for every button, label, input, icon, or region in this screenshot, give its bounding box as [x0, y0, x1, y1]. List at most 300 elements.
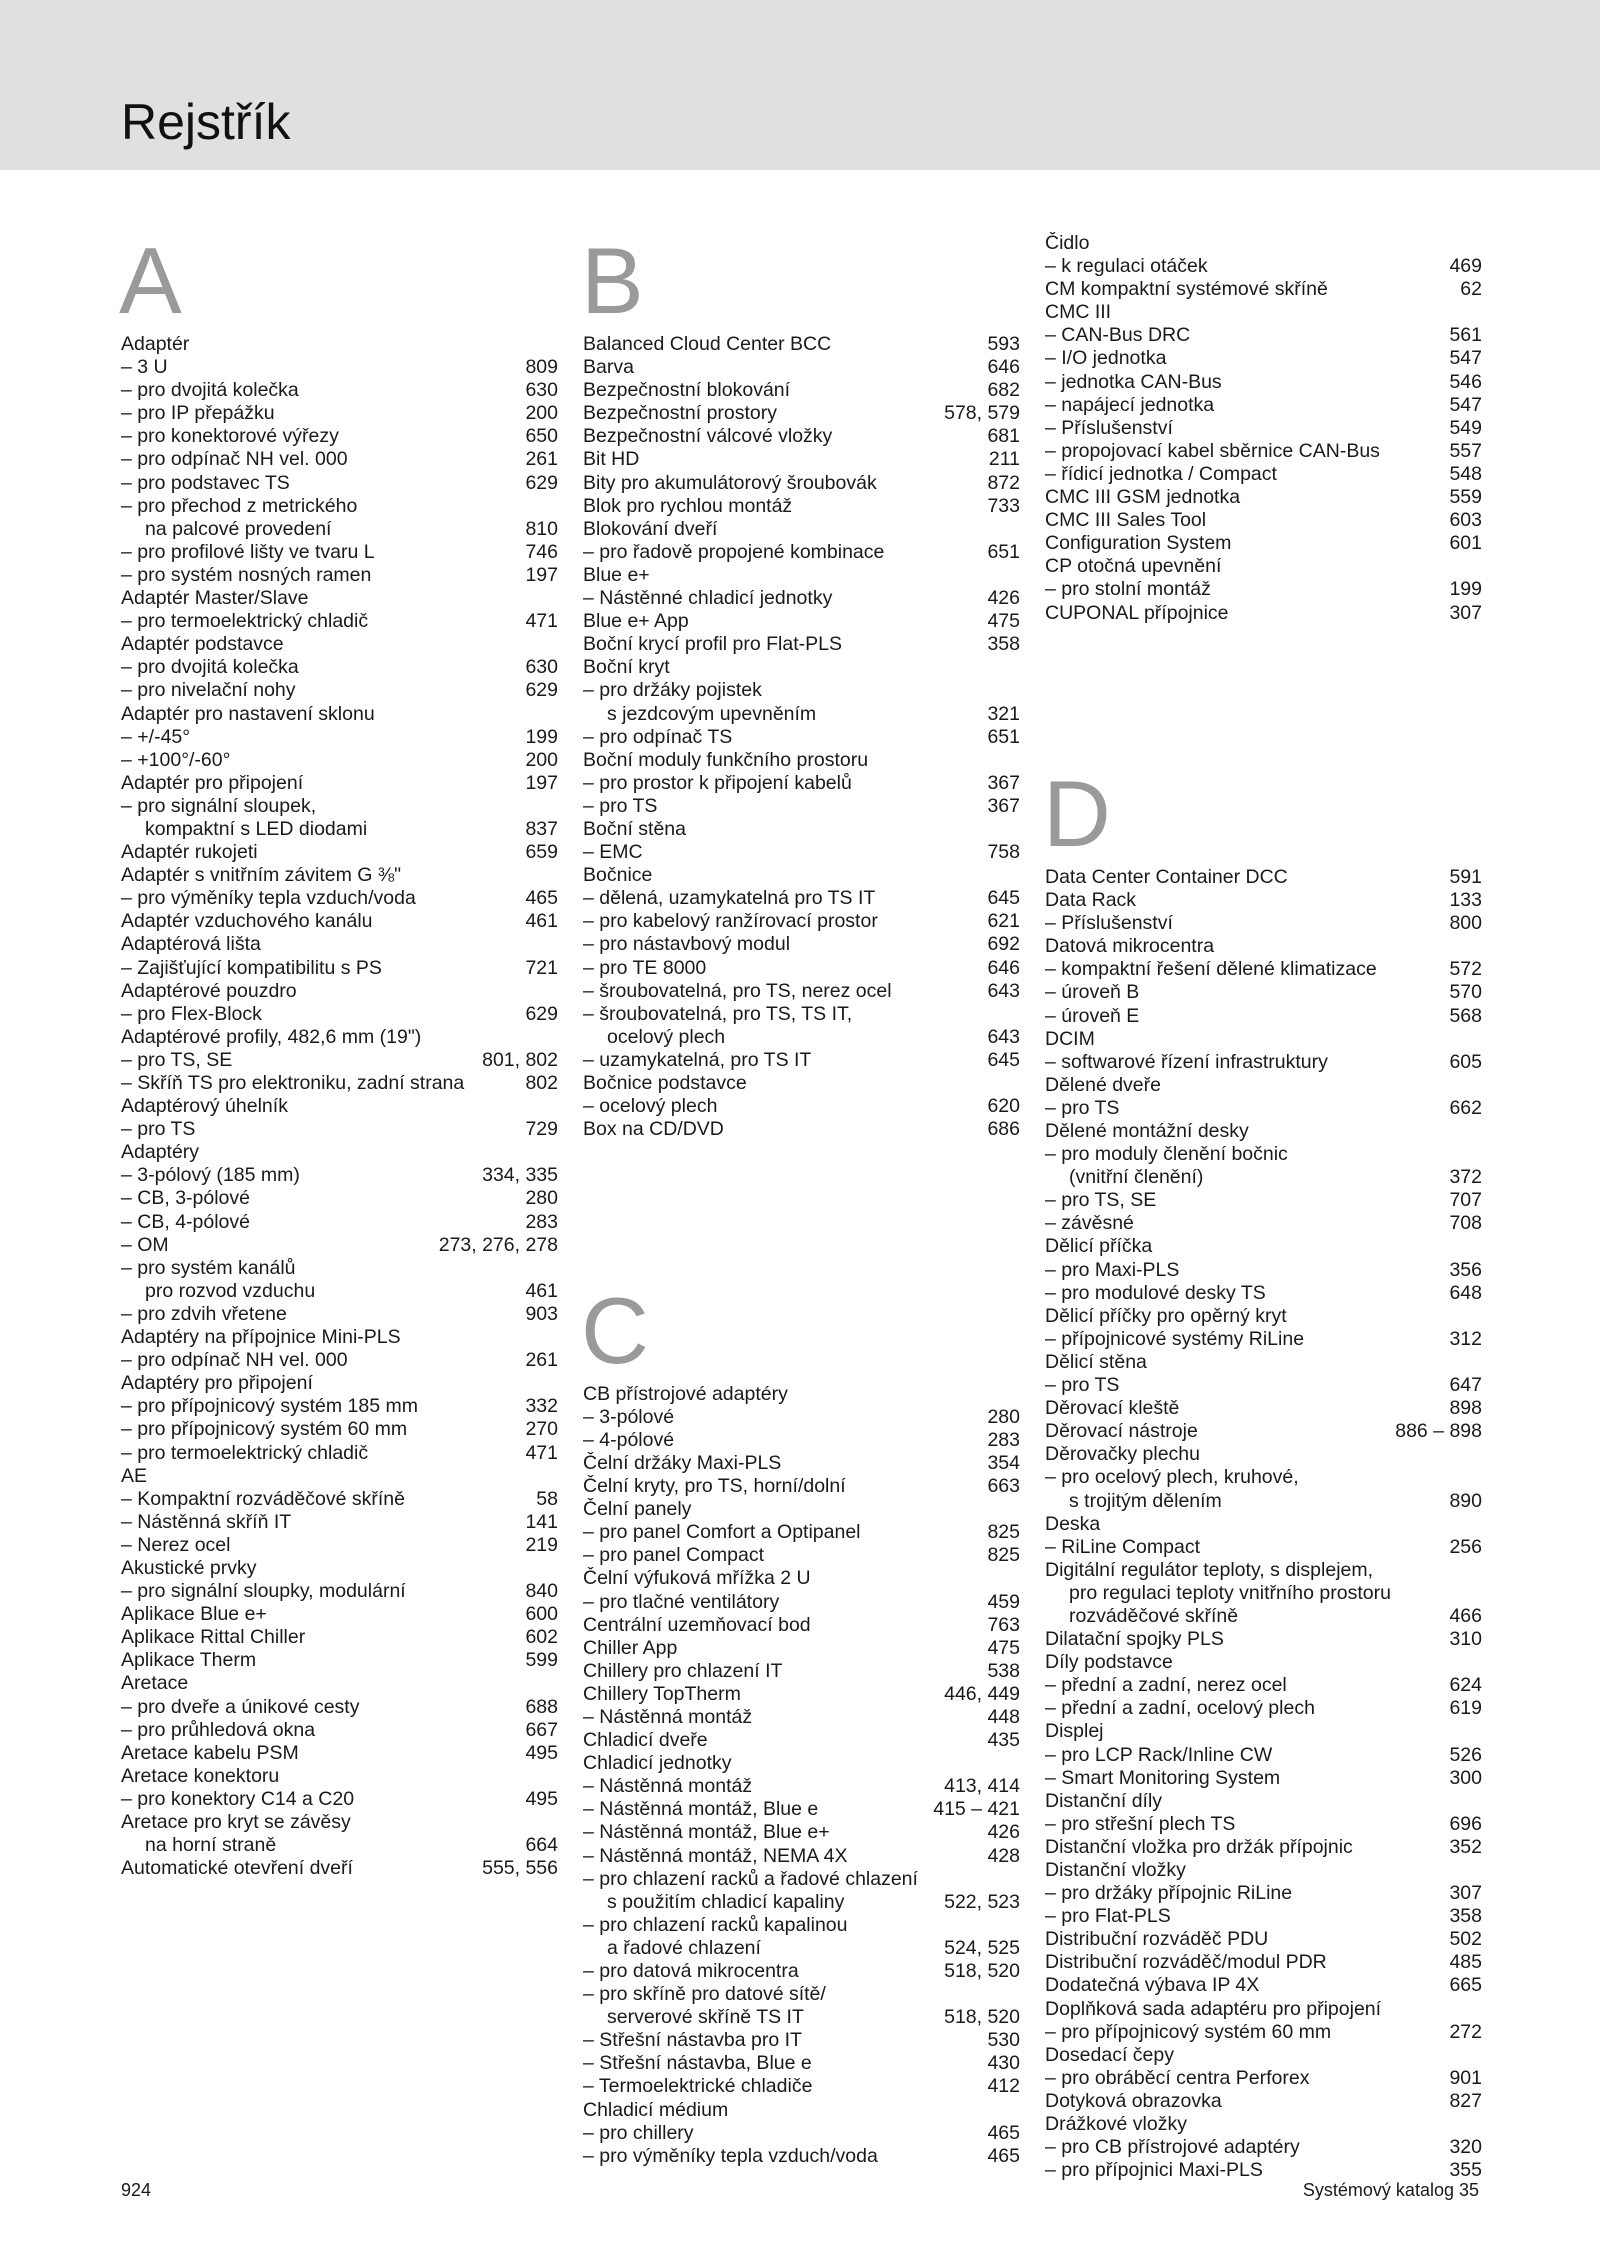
entry-pages: 549: [1449, 416, 1482, 439]
entry-pages: [1012, 1498, 1020, 1521]
entry-label: – uzamykatelná, pro TS IT: [583, 1049, 979, 1072]
entry-pages: 200: [525, 748, 558, 771]
entry-label: – Smart Monitoring System: [1045, 1767, 1441, 1790]
entry-label: Dělené montážní desky: [1045, 1120, 1249, 1142]
entry-label: – pro panel Compact: [583, 1544, 979, 1567]
entry-pages: 199: [1449, 578, 1482, 601]
entry-pages: 354: [987, 1451, 1020, 1474]
entry-label: Adaptér vzduchového kanálu: [121, 910, 373, 933]
index-entry: [583, 333, 1020, 356]
entry-label: Adaptér s vnitřním závitem G ⅜": [121, 864, 402, 887]
entry-pages: 557: [1449, 439, 1482, 462]
entry-label: – pro moduly členění bočnic: [1045, 1143, 1474, 1166]
entry-label: Doplňková sada adaptéru pro připojení: [1045, 1997, 1382, 2020]
index-entry: [583, 1521, 1020, 1544]
entry-label: na palcové provedení: [145, 517, 332, 540]
index-entry: [1045, 1259, 1482, 1282]
index-entry: [121, 726, 558, 749]
entry-label: s jezdcovým upevněním: [607, 702, 817, 725]
entry-label: – pro řadově propojené kombinace: [583, 541, 979, 564]
entry-pages: 321: [987, 702, 1020, 725]
entry-label: – pro TE 8000: [583, 957, 979, 980]
index-entry: [583, 2099, 1020, 2122]
entry-pages: 471: [525, 1441, 558, 1464]
entry-pages: [550, 333, 558, 356]
entry-label: Data Rack: [1045, 889, 1137, 912]
entry-pages: 356: [1449, 1258, 1482, 1281]
entry-label: Distanční díly: [1045, 1789, 1163, 1812]
entry-label: na horní straně: [145, 1834, 277, 1857]
entry-pages: 58: [536, 1487, 558, 1510]
entry-label: – pro nivelační nohy: [121, 679, 517, 702]
entry-pages: 800: [1449, 912, 1482, 935]
entry-label: – pro přípojnici Maxi-PLS: [1045, 2159, 1441, 2182]
entry-pages: 459: [987, 1590, 1020, 1613]
entry-label: Dosedací čepy: [1045, 2043, 1174, 2066]
entry-label: Děrovačky plechu: [1045, 1443, 1200, 1466]
entry-label: Chiller App: [583, 1636, 678, 1659]
index-entry: [1045, 1051, 1482, 1074]
index-entry: [1045, 1628, 1482, 1651]
index-entry: [1045, 578, 1482, 601]
entry-label: – pro signální sloupek,: [121, 795, 550, 818]
entry-pages: [1474, 1235, 1482, 1258]
index-entry: [1045, 935, 1482, 958]
entry-pages: 645: [987, 887, 1020, 910]
entry-pages: 211: [988, 448, 1020, 471]
index-entry: [583, 887, 1020, 910]
entry-pages: [550, 1326, 558, 1349]
entry-pages: 485: [1449, 1951, 1482, 1974]
entry-pages: 667: [525, 1718, 558, 1741]
entry-pages: 810: [525, 517, 558, 540]
entry-pages: 448: [987, 1705, 1020, 1728]
entry-label: Chillery pro chlazení IT: [583, 1659, 783, 1682]
index-entry: [121, 1049, 558, 1072]
entry-pages: [550, 703, 558, 726]
entry-pages: 465: [525, 887, 558, 910]
index-entry: [583, 656, 1020, 679]
index-entry: [121, 1719, 558, 1742]
index-entry: [583, 610, 1020, 633]
index-entry: [1045, 958, 1482, 981]
entry-label: Čelní panely: [583, 1498, 692, 1521]
entry-label: – pro obráběcí centra Perforex: [1045, 2067, 1441, 2090]
index-entry: [583, 1637, 1020, 1660]
entry-pages: 522, 523: [944, 1890, 1020, 1913]
index-entry: [583, 1383, 1020, 1406]
index-entry: [121, 1280, 558, 1303]
entry-label: Chillery TopTherm: [583, 1682, 741, 1705]
index-entry: [121, 518, 558, 541]
entry-pages: 530: [987, 2029, 1020, 2052]
index-entry: [1045, 1767, 1482, 1790]
entry-pages: [1474, 1559, 1482, 1582]
entry-label: – pro profilové lišty ve tvaru L: [121, 541, 517, 564]
entry-pages: [550, 1672, 558, 1695]
entry-label: – pro TS: [121, 1118, 517, 1141]
index-entry: [121, 1834, 558, 1857]
entry-label: CMC III: [1045, 301, 1112, 324]
index-entry: [583, 957, 1020, 980]
index-entry: [583, 2052, 1020, 2075]
entry-pages: 312: [1449, 1327, 1482, 1350]
index-entry: [121, 1072, 558, 1095]
entry-label: – přední a zadní, nerez ocel: [1045, 1674, 1441, 1697]
index-entry: [1045, 1143, 1482, 1166]
entry-pages: [550, 633, 558, 656]
entry-label: – dělená, uzamykatelná pro TS IT: [583, 887, 979, 910]
index-entry: [121, 910, 558, 933]
entry-pages: 763: [987, 1613, 1020, 1636]
entry-label: – Střešní nástavba pro IT: [583, 2029, 979, 2052]
entry-label: Aretace: [121, 1672, 189, 1695]
entry-pages: 372: [1449, 1166, 1482, 1189]
index-entry: [583, 379, 1020, 402]
entry-pages: [1012, 1983, 1020, 2006]
entry-label: Dilatační spojky PLS: [1045, 1628, 1224, 1651]
entry-pages: 647: [1449, 1374, 1482, 1397]
entry-label: Adaptér Master/Slave: [121, 587, 309, 610]
index-entry: [1045, 232, 1482, 255]
entry-pages: 133: [1449, 889, 1482, 912]
index-entry: [1045, 255, 1482, 278]
index-entry: [583, 1729, 1020, 1752]
entry-label: – pro IP přepážku: [121, 402, 517, 425]
entry-label: – Nástěnná montáž, NEMA 4X: [583, 1845, 979, 1868]
entry-pages: 413, 414: [944, 1775, 1020, 1798]
entry-label: – 3 U: [121, 356, 517, 379]
entry-pages: 629: [525, 1002, 558, 1025]
entry-label: – přední a zadní, ocelový plech: [1045, 1697, 1441, 1720]
entry-pages: [550, 1765, 558, 1788]
entry-pages: 629: [525, 679, 558, 702]
entry-label: Aretace pro kryt se závěsy: [121, 1811, 351, 1833]
entry-pages: [550, 1257, 558, 1280]
entry-pages: [550, 1095, 558, 1118]
index-entry: [1045, 889, 1482, 912]
entry-pages: 648: [1449, 1281, 1482, 1304]
index-entry: [1045, 2090, 1482, 2113]
entry-label: – Zajišťující kompatibilitu s PS: [121, 957, 517, 980]
entry-label: Aplikace Rittal Chiller: [121, 1626, 306, 1649]
index-entry: [583, 703, 1020, 726]
entry-label: – propojovací kabel sběrnice CAN-Bus: [1045, 440, 1441, 463]
spacer: [583, 1211, 1020, 1234]
entry-pages: 886 – 898: [1395, 1420, 1482, 1443]
entry-pages: 665: [1449, 1974, 1482, 1997]
entry-pages: 758: [987, 841, 1020, 864]
index-entry: [1045, 1166, 1482, 1189]
index-entry: [583, 1937, 1020, 1960]
entry-label: s použitím chladicí kapaliny: [607, 1890, 845, 1913]
entry-label: – pro CB přístrojové adaptéry: [1045, 2136, 1441, 2159]
index-entry: [1045, 1328, 1482, 1351]
entry-label: – pro odpínač NH vel. 000: [121, 1349, 517, 1372]
entry-label: Automatické otevření dveří: [121, 1857, 353, 1880]
index-entry: [121, 1395, 558, 1418]
entry-label: – pro dvojitá kolečka: [121, 656, 517, 679]
entry-pages: [1474, 1790, 1482, 1813]
entry-pages: [1474, 1582, 1482, 1605]
entry-pages: [1474, 1028, 1482, 1051]
entry-pages: [550, 495, 558, 518]
entry-pages: 646: [987, 356, 1020, 379]
entry-label: Dodatečná výbava IP 4X: [1045, 1974, 1260, 1997]
entry-label: – +/-45°: [121, 726, 517, 749]
entry-pages: [550, 1372, 558, 1395]
entry-label: Blok pro rychlou montáž: [583, 494, 793, 517]
index-entry: [121, 957, 558, 980]
index-entry: [121, 1187, 558, 1210]
entry-pages: 827: [1449, 2089, 1482, 2112]
entry-label: Čelní kryty, pro TS, horní/dolní: [583, 1475, 846, 1498]
entry-pages: [1012, 1003, 1020, 1026]
entry-pages: [1474, 1651, 1482, 1674]
entry-pages: [550, 864, 558, 887]
entry-label: – pro výměníky tepla vzduch/voda: [583, 2145, 979, 2168]
index-entry: [1045, 1028, 1482, 1051]
index-entry: [1045, 417, 1482, 440]
index-entry: [583, 841, 1020, 864]
entry-pages: 686: [987, 1118, 1020, 1141]
entry-pages: 630: [525, 656, 558, 679]
entry-label: – jednotka CAN-Bus: [1045, 371, 1441, 394]
index-entry: [583, 1095, 1020, 1118]
entry-label: – napájecí jednotka: [1045, 394, 1441, 417]
entry-label: Akustické prvky: [121, 1556, 257, 1579]
entry-label: CUPONAL přípojnice: [1045, 601, 1229, 624]
entry-label: Chladicí dveře: [583, 1729, 708, 1752]
entry-pages: [550, 1141, 558, 1164]
entry-pages: 461: [525, 1279, 558, 1302]
entry-label: – pro chillery: [583, 2122, 979, 2145]
entry-pages: 461: [525, 910, 558, 933]
index-entry: [1045, 555, 1482, 578]
entry-pages: 518, 520: [944, 2006, 1020, 2029]
index-entry: [1045, 1905, 1482, 1928]
index-entry: [583, 448, 1020, 471]
entry-label: Aplikace Therm: [121, 1649, 257, 1672]
entry-label: Adaptéry: [121, 1141, 200, 1164]
entry-label: CMC III GSM jednotka: [1045, 486, 1241, 509]
index-entry: [121, 333, 558, 356]
index-entry: [1045, 1466, 1482, 1489]
entry-label: Děrovací nástroje: [1045, 1420, 1198, 1443]
index-entry: [121, 1742, 558, 1765]
index-entry: [121, 1257, 558, 1280]
index-entry: [1045, 1951, 1482, 1974]
entry-label: – pro LCP Rack/Inline CW: [1045, 1744, 1441, 1767]
index-entry: [121, 495, 558, 518]
index-entry: [1045, 912, 1482, 935]
entry-label: – pro odpínač NH vel. 000: [121, 448, 517, 471]
entry-label: – Nástěnná montáž: [583, 1775, 936, 1798]
index-entry: [583, 1868, 1020, 1891]
index-entry: [583, 1406, 1020, 1429]
entry-label: Dělicí příčka: [1045, 1235, 1153, 1258]
entry-label: Boční kryt: [583, 656, 670, 679]
entry-pages: 526: [1449, 1743, 1482, 1766]
entry-pages: 643: [987, 979, 1020, 1002]
entry-pages: [1474, 935, 1482, 958]
entry-label: – pro Flex-Block: [121, 1003, 517, 1026]
index-entry: [583, 2122, 1020, 2145]
index-entry: [583, 1706, 1020, 1729]
entry-label: – pro výměníky tepla vzduch/voda: [121, 887, 517, 910]
entry-label: – pro prostor k připojení kabelů: [583, 772, 979, 795]
entry-pages: [1012, 1914, 1020, 1937]
entry-pages: [550, 933, 558, 956]
index-entry: [121, 564, 558, 587]
entry-label: – pro přípojnicový systém 185 mm: [121, 1395, 517, 1418]
entry-label: – pro modulové desky TS: [1045, 1282, 1441, 1305]
index-entry: [1045, 866, 1482, 889]
entry-pages: 538: [987, 1659, 1020, 1682]
index-entry: [1045, 1998, 1482, 2021]
entry-pages: 651: [987, 725, 1020, 748]
entry-pages: 688: [525, 1695, 558, 1718]
entry-pages: [1474, 1513, 1482, 1536]
index-entry: [583, 1775, 1020, 1798]
index-entry: [583, 564, 1020, 587]
entry-pages: 197: [525, 563, 558, 586]
spacer: [583, 1141, 1020, 1164]
entry-label: – Nástěnná montáž, Blue e+: [583, 1821, 979, 1844]
entry-label: – Příslušenství: [1045, 417, 1441, 440]
entry-pages: 307: [1449, 1882, 1482, 1905]
entry-pages: 620: [987, 1095, 1020, 1118]
entry-pages: 707: [1449, 1189, 1482, 1212]
index-entry: [583, 1452, 1020, 1475]
index-entry: [1045, 532, 1482, 555]
entry-pages: [1012, 1567, 1020, 1590]
entry-pages: 662: [1449, 1096, 1482, 1119]
index-entry: [583, 1026, 1020, 1049]
entry-label: Configuration System: [1045, 532, 1232, 555]
index-entry: [121, 1603, 558, 1626]
index-entry: [1045, 440, 1482, 463]
entry-label: Chladicí médium: [583, 2098, 729, 2121]
entry-label: Adaptér pro nastavení sklonu: [121, 702, 375, 725]
entry-label: Box na CD/DVD: [583, 1118, 724, 1141]
index-entry: [121, 1003, 558, 1026]
index-entry: [1045, 1859, 1482, 1882]
footer-page-number: 924: [121, 2180, 152, 2200]
entry-pages: 802: [525, 1072, 558, 1094]
entry-pages: [1012, 1752, 1020, 1775]
index-entry: [1045, 1351, 1482, 1374]
entry-pages: 605: [1449, 1050, 1482, 1073]
entry-label: – pro odpínač TS: [583, 726, 979, 749]
index-entry: [1045, 1074, 1482, 1097]
index-entry: [121, 610, 558, 633]
entry-pages: 568: [1449, 1004, 1482, 1027]
entry-label: – závěsné: [1045, 1212, 1441, 1235]
entry-pages: 840: [525, 1580, 558, 1603]
entry-pages: 358: [1449, 1905, 1482, 1928]
entry-pages: 524, 525: [944, 1936, 1020, 1959]
spacer: [583, 1187, 1020, 1210]
entry-pages: 659: [525, 841, 558, 864]
entry-label: Dělené dveře: [1045, 1073, 1161, 1096]
index-entry: [121, 1349, 558, 1372]
entry-label: Displej: [1045, 1720, 1104, 1743]
entry-pages: 256: [1449, 1535, 1482, 1558]
entry-pages: 502: [1449, 1928, 1482, 1951]
index-entry: [583, 1914, 1020, 1937]
index-entry: [583, 2145, 1020, 2168]
entry-label: – pro Flat-PLS: [1045, 1905, 1441, 1928]
index-entry: [1045, 1513, 1482, 1536]
entry-label: Adaptér pro připojení: [121, 771, 304, 794]
entry-pages: [1012, 818, 1020, 841]
entry-pages: [1474, 2044, 1482, 2067]
entry-label: – pro datová mikrocentra: [583, 1960, 936, 1983]
index-entry: [121, 1164, 558, 1187]
entry-label: – pro termoelektrický chladič: [121, 1442, 517, 1465]
index-entry: [583, 1498, 1020, 1521]
entry-pages: 837: [525, 817, 558, 840]
entry-label: Adaptérový úhelník: [121, 1095, 288, 1118]
entry-pages: 270: [525, 1418, 558, 1441]
index-entry: [583, 495, 1020, 518]
index-entry: [121, 1465, 558, 1488]
footer-catalog-name: Systémový katalog 35: [1302, 2180, 1479, 2200]
entry-pages: 572: [1449, 958, 1482, 981]
index-entry: [1045, 1697, 1482, 1720]
entry-pages: 320: [1449, 2136, 1482, 2159]
index-entry: [1045, 463, 1482, 486]
entry-pages: 548: [1449, 462, 1482, 485]
entry-pages: 283: [525, 1210, 558, 1233]
entry-pages: 559: [1449, 486, 1482, 509]
entry-pages: 280: [987, 1405, 1020, 1428]
index-entry: [583, 1798, 1020, 1821]
entry-pages: [1474, 1143, 1482, 1166]
entry-pages: 334, 335: [482, 1164, 558, 1187]
entry-pages: [1012, 864, 1020, 887]
entry-label: Děrovací kleště: [1045, 1397, 1180, 1420]
entry-label: – pro dveře a únikové cesty: [121, 1696, 517, 1719]
entry-label: – Nástěnná montáž, Blue e: [583, 1798, 925, 1821]
entry-pages: [1012, 749, 1020, 772]
entry-label: – pro termoelektrický chladič: [121, 610, 517, 633]
index-entry: [1045, 278, 1482, 301]
index-entry: [583, 818, 1020, 841]
entry-pages: 546: [1449, 370, 1482, 393]
entry-label: – Nástěnná skříň IT: [121, 1511, 517, 1534]
entry-label: – pro TS, SE: [121, 1049, 474, 1072]
entry-pages: 696: [1449, 1812, 1482, 1835]
entry-label: Digitální regulátor teploty, s displejem,: [1045, 1558, 1374, 1581]
entry-pages: 561: [1449, 324, 1482, 347]
entry-pages: [1474, 301, 1482, 324]
entry-label: – pro TS: [1045, 1374, 1441, 1397]
index-entry: [121, 864, 558, 887]
section-letter: C: [581, 1277, 649, 1383]
index-entry: [121, 1095, 558, 1118]
index-entry: [1045, 371, 1482, 394]
spacer: [1045, 625, 1482, 648]
entry-pages: 801, 802: [482, 1048, 558, 1071]
index-entry: [1045, 1882, 1482, 1905]
entry-pages: 733: [987, 494, 1020, 517]
entry-label: – Nástěnná montáž: [583, 1706, 979, 1729]
index-entry: [1045, 1097, 1482, 1120]
index-entry: [1045, 301, 1482, 324]
entry-pages: [1474, 1074, 1482, 1097]
